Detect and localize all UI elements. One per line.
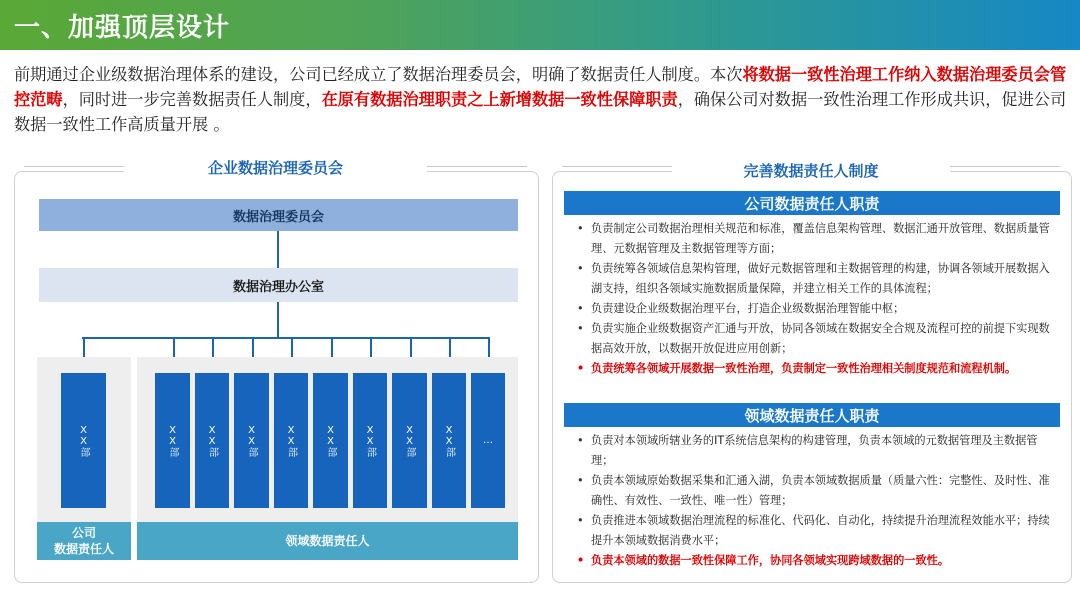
domain-owner-label: 领域数据责任人 [285,534,370,548]
domain-dept-box [392,373,427,508]
left-title-rule-right [427,166,527,167]
committee-label: 数据治理委员会 [232,209,324,225]
domain-dept-box [432,373,466,508]
dept-label: XX部 [285,424,297,457]
page-title: 一、加强顶层设计 [14,13,231,43]
dept-label: … [482,435,494,446]
domain-owner-bar [137,522,518,560]
connector-horizontal [82,337,490,339]
company-owner-line2: 数据责任人 [53,542,114,556]
domain-dept-box [471,373,505,508]
company-duties-header [564,191,1060,215]
domain-dept-box [313,373,348,508]
intro-highlight-2: 在原有数据治理职责之上新增数据一致性保障职责 [321,90,678,109]
dept-label: XX部 [404,424,415,457]
right-title-rule-right [950,166,1060,167]
left-section-title: 企业数据治理委员会 [207,158,343,177]
list-item: • 负责推进本领域数据治理流程的标准化、代码化、自动化，持续提升治理流程效能水平；持续提升本领域数据消费水平； [577,511,1055,551]
domain-dept-box [274,373,308,508]
intro-text-2: ，同时进一步完善数据责任人制度， [62,90,322,109]
company-dept-box [61,373,106,508]
domain-dept-box [353,373,387,508]
dept-label: XX部 [167,424,178,457]
list-item: • 负责统筹各领域信息架构管理，做好元数据管理和主数据管理的构建，协调各领域开展数据入湖支持，组织各领域实施数据质量保障，并建立相关工作的具体流程； [577,259,1055,299]
dept-label: XX部 [246,424,257,457]
list-item: • 负责对本领域所辖业务的IT系统信息架构的构建管理，负责本领域的元数据管理及主数据管理； [577,431,1055,471]
domain-dept-box [234,373,269,508]
domain-dept-box [155,373,190,508]
highlight-list-item: • 负责统筹各领域开展数据一致性治理，负责制定一致性治理相关制度规范和流程机制。 [577,359,1055,379]
intro-highlight-1: 将数据一致性治理工作纳入数据治理委员会管控范畴 [14,65,1067,109]
company-duties-title: 公司数据责任人职责 [744,194,880,213]
dept-label: XX部 [78,424,89,457]
dept-label: XX部 [206,424,218,457]
committee-bar [39,199,518,231]
domain-duties-title: 领域数据责任人职责 [744,406,880,425]
list-item: • 负责制定公司数据治理相关规范和标准，覆盖信息架构管理、数据汇通开放管理、数据质量管理、元数据管理及主数据管理等方面； [577,219,1055,259]
right-section-title: 完善数据责任人制度 [743,161,879,180]
domain-duties-list [577,431,1055,571]
intro-paragraph [14,62,1068,137]
connector-office-trunk [277,302,279,338]
dept-label: XX部 [443,424,455,457]
connector-committee-office [277,231,279,268]
highlight-list-item: • 负责本领域的数据一致性保障工作，协同各领域实现跨域数据的一致性。 [577,551,1055,571]
intro-text-3: ，确保公司对数据一致性治理工作形成共识，促进公司数据一致性工作高质量开展 。 [14,90,1067,134]
company-owner-box [37,522,131,560]
domain-dept-box [195,373,229,508]
dept-label: XX部 [364,424,376,457]
domain-duties-header [564,403,1060,427]
right-title-rule-left [562,166,672,167]
right-title-wrap [672,158,950,182]
dept-label: XX部 [325,424,336,457]
office-label: 数据治理办公室 [232,279,324,295]
left-title-wrap [124,156,427,178]
left-title-rule-left [24,166,124,167]
list-item: • 负责本领域原始数据采集和汇通入湖，负责本领域数据质量（质量六性：完整性、及时性、准确性、有效性、一致性、唯一性）管理； [577,471,1055,511]
company-duties-list [577,219,1055,379]
list-item: • 负责建设企业级数据治理平台，打造企业级数据治理智能中枢； [577,299,1055,319]
intro-text-1: 前期通过企业级数据治理体系的建设，公司已经成立了数据治理委员会，明确了数据责任人制度。本次 [14,65,743,84]
list-item: • 负责实施企业级数据资产汇通与开放，协同各领域在数据安全合规及流程可控的前提下实现数据高效开放，以数据开放促进应用创新； [577,319,1055,359]
office-bar [39,268,518,302]
company-owner-line1: 公司 [71,526,96,540]
